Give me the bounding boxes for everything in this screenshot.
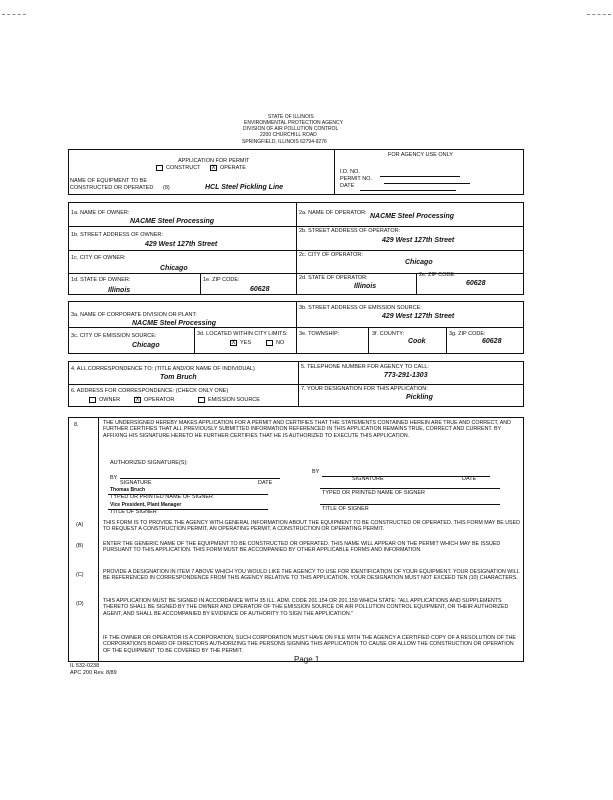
operator-city-label: 2c. CITY OF OPERATOR: bbox=[299, 252, 363, 258]
id-no-line bbox=[380, 176, 460, 177]
correspondence-address-label: 6. ADDRESS FOR CORRESPONDENCE: (CHECK ONLY ONE) bbox=[71, 388, 229, 394]
scan-mark-top-left bbox=[2, 14, 26, 15]
owner-state-value: Illinois bbox=[108, 287, 131, 294]
source-zip-value: 60628 bbox=[482, 338, 502, 345]
equipment-name-label-1: NAME OF EQUIPMENT TO BE bbox=[70, 178, 148, 184]
emission-divider-top bbox=[296, 301, 297, 327]
equipment-name-value: HCL Steel Pickling Line bbox=[205, 184, 284, 191]
by-label-2: BY bbox=[312, 469, 320, 475]
plant-name-value: NACME Steel Processing bbox=[132, 320, 217, 327]
equipment-note-ref: (8) bbox=[163, 185, 170, 191]
row-line-1 bbox=[68, 226, 524, 227]
designation-value: Pickling bbox=[406, 394, 433, 401]
source-zip-label: 3g. ZIP CODE: bbox=[449, 331, 486, 337]
authorized-signature-label: AUTHORIZED SIGNATURE(S): bbox=[110, 460, 188, 466]
operate-checkbox[interactable]: X bbox=[211, 165, 216, 171]
operator-zip-divider bbox=[416, 273, 417, 295]
owner-city-value: Chicago bbox=[160, 265, 188, 272]
designation-label: 7. YOUR DESIGNATION FOR THIS APPLICATION: bbox=[301, 386, 428, 392]
id-no-label: I.D. NO. bbox=[340, 169, 360, 175]
certification-number: 8. bbox=[74, 422, 79, 428]
application-for-permit-label: APPLICATION FOR PERMIT bbox=[178, 158, 250, 164]
owner-zip-value: 60628 bbox=[250, 286, 270, 293]
telephone-value: 773-291-1303 bbox=[384, 372, 428, 379]
operator-state-value: Illinois bbox=[354, 283, 377, 290]
address-emission-label: EMISSION SOURCE bbox=[208, 397, 260, 403]
owner-operator-divider bbox=[296, 202, 297, 295]
signature-caption-2: SIGNATURE bbox=[352, 476, 384, 482]
address-emission-checkbox[interactable] bbox=[198, 397, 205, 403]
note-d-text: THIS APPLICATION MUST BE SIGNED IN ACCORDANCE WITH 35 ILL. ADM. CODE 201.154 OR 201.159 WHICH STATE: "ALL APPLICATIONS AND SUPPLEMENTS THERETO SHALL BE SIGNED BY THE OWNER AND OPERATOR OF THE EMISSION SOURCE OR AIR POLLUTION CONTROL EQUIPMENT, OR THEIR AUTHORIZED AGENT, AND SHALL BE ACCOMPANIED BY EVIDENCE OF AUTHORITY TO SIGN THE APPLICATION." bbox=[103, 598, 509, 617]
owner-zip-divider bbox=[200, 273, 201, 295]
note-c-label: (C) bbox=[76, 572, 84, 578]
owner-name-value: NACME Steel Processing bbox=[130, 218, 215, 225]
owner-state-label: 1d. STATE OF OWNER: bbox=[71, 277, 131, 283]
emission-divider-zip bbox=[446, 327, 447, 354]
date-label: DATE bbox=[340, 183, 355, 189]
date-caption-1: DATE bbox=[258, 480, 273, 486]
equipment-name-label-2: CONSTRUCTED OR OPERATED bbox=[70, 185, 154, 191]
operator-city-value: Chicago bbox=[405, 259, 433, 266]
note-b-text: ENTER THE GENERIC NAME OF THE EQUIPMENT TO BE CONSTRUCTED OR OPERATED. THIS NAME WILL APPEAR ON THE PERMIT WHICH MAY BE ISSUED PURSUANT TO THIS APPLICATION. THIS FORM MUST BE ACCOMPANIED BY OTHER APPLICABLE FORMS AND INFORMATION. bbox=[103, 541, 501, 554]
permit-no-label: PERMIT NO. bbox=[340, 176, 372, 182]
scan-mark-top-right bbox=[587, 14, 611, 15]
operator-street-value: 429 West 127th Street bbox=[382, 237, 455, 244]
title-caption-1: TITLE OF SIGNER bbox=[110, 509, 157, 515]
correspondence-to-label: 4. ALL CORRESPONDENCE TO: (TITLE AND/OR NAME OF INDIVIDUAL) bbox=[71, 366, 255, 372]
address-owner-checkbox[interactable] bbox=[89, 397, 96, 403]
agency-use-divider bbox=[334, 149, 335, 195]
note-a-text: THIS FORM IS TO PROVIDE THE AGENCY WITH GENERAL INFORMATION ABOUT THE EQUIPMENT TO BE CONSTRUCTED OR OPERATED. THIS FORM MAY BE USED TO REQUEST A CONSTRUCTION PERMIT, AN OPERATING PERMIT, A CONSTRUCTION OR OPERATING PERMIT. bbox=[103, 520, 520, 533]
correspondence-row-line bbox=[68, 384, 524, 385]
form-revision: APC 200 Rev. 8/89 bbox=[70, 670, 117, 676]
signature-line-1 bbox=[120, 478, 280, 479]
typed-name-caption-1: TYPED OR PRINTED NAME OF SIGNER bbox=[110, 494, 213, 500]
owner-street-label: 1b. STREET ADDRESS OF OWNER: bbox=[71, 232, 163, 238]
date-caption-2: DATE bbox=[462, 476, 477, 482]
correspondence-to-value: Tom Bruch bbox=[160, 374, 197, 381]
signer-title-value: Vice President, Plant Manager bbox=[110, 502, 182, 508]
header-line-4: 2200 CHURCHILL ROAD bbox=[260, 132, 317, 138]
owner-street-value: 429 West 127th Street bbox=[145, 241, 218, 248]
header-line-3: DIVISION OF AIR POLLUTION CONTROL bbox=[243, 126, 339, 132]
form-number: IL 532-0238 bbox=[70, 663, 100, 669]
source-city-value: Chicago bbox=[132, 342, 160, 349]
address-operator-checkbox[interactable]: X bbox=[135, 397, 140, 403]
operator-street-label: 2b. STREET ADDRESS OF OPERATOR: bbox=[299, 228, 401, 234]
county-value: Cook bbox=[408, 338, 426, 345]
certification-statement: THE UNDERSIGNED HEREBY MAKES APPLICATION FOR A PERMIT AND CERTIFIES THAT THE STATEMENTS CONTAINED HEREIN ARE TRUE AND CORRECT, AND FURTHER CERTIFIES THAT ALL PREVIOUSLY SUBMITTED INFORMATION REFERENCED IN THIS APPLICATION REMAINS TRUE, CORRECT AND CURRENT. BY AFFIXING HIS SIGNATURE HERETO HE FURTHER CERTIFIES THAT HE IS AUTHORIZED TO EXECUTE THIS APPLICATION. bbox=[103, 420, 511, 439]
city-limits-yes-label: YES bbox=[240, 340, 252, 346]
header-line-2: ENVIRONMENTAL PROTECTION AGENCY bbox=[244, 120, 343, 126]
operator-zip-label: 2e. ZIP CODE: bbox=[419, 272, 456, 278]
note-a-label: (A) bbox=[76, 522, 84, 528]
date-line bbox=[360, 190, 456, 191]
title-line-2 bbox=[320, 504, 500, 505]
operator-state-label: 2d. STATE OF OPERATOR: bbox=[299, 275, 368, 281]
telephone-label: 5. TELEPHONE NUMBER FOR AGENCY TO CALL: bbox=[301, 364, 429, 370]
construct-checkbox[interactable] bbox=[156, 165, 163, 171]
emission-divider-county bbox=[368, 327, 369, 354]
signature-caption-1: SIGNATURE bbox=[120, 480, 152, 486]
header-line-5: SPRINGFIELD, ILLINOIS 62794-9276 bbox=[242, 139, 327, 145]
plant-name-label: 3a. NAME OF CORPORATE DIVISION OR PLANT: bbox=[71, 312, 197, 318]
construct-label: CONSTRUCT bbox=[166, 165, 201, 171]
city-limits-yes-checkbox[interactable]: X bbox=[231, 340, 236, 346]
source-street-label: 3b. STREET ADDRESS OF EMISSION SOURCE: bbox=[299, 305, 422, 311]
city-limits-no-checkbox[interactable] bbox=[266, 340, 273, 346]
note-corporation-text: IF THE OWNER OR OPERATOR IS A CORPORATION, SUCH CORPORATION MUST HAVE ON FILE WITH THE AGENCY A CERTIFIED COPY OF A RESOLUTION OF THE CORPORATION'S BOARD OF DIRECTORS AUTHORIZING THE PERSONS SIGNING THIS APPLICATION TO CAUSE OR ALLOW THE CONSTRUCTION OR OPERATION OF THE EQUIPMENT TO BE COVERED BY THE PERMIT. bbox=[103, 635, 516, 654]
county-label: 3f. COUNTY: bbox=[372, 331, 405, 337]
permit-no-line bbox=[384, 183, 470, 184]
address-operator-label: OPERATOR bbox=[144, 397, 175, 403]
title-caption-2: TITLE OF SIGNER bbox=[322, 506, 369, 512]
emission-divider-township bbox=[296, 327, 297, 354]
city-limits-label: 3d. LOCATED WITHIN CITY LIMITS: bbox=[197, 331, 288, 337]
note-d-label: (D) bbox=[76, 601, 84, 607]
city-limits-no-label: NO bbox=[276, 340, 285, 346]
header-line-1: STATE OF ILLINOIS bbox=[268, 114, 314, 120]
emission-divider-city bbox=[194, 327, 195, 354]
row-line-2 bbox=[68, 250, 524, 251]
operator-name-label: 2a. NAME OF OPERATOR: bbox=[299, 210, 367, 216]
township-label: 3e. TOWNSHIP: bbox=[299, 331, 340, 337]
owner-name-label: 1a. NAME OF OWNER: bbox=[71, 210, 130, 216]
signer-name-value: Thomas Bruch bbox=[110, 487, 146, 493]
note-b-label: (B) bbox=[76, 543, 84, 549]
page-number: Page 1 bbox=[294, 655, 320, 664]
typed-name-line-2 bbox=[320, 488, 500, 489]
owner-city-label: 1c. CITY OF OWNER: bbox=[71, 255, 126, 261]
operate-label: OPERATE bbox=[220, 165, 246, 171]
source-street-value: 429 West 127th Street bbox=[382, 313, 455, 320]
address-owner-label: OWNER bbox=[99, 397, 121, 403]
certification-box bbox=[68, 417, 524, 662]
by-label-1: BY bbox=[110, 475, 118, 481]
typed-name-caption-2: TYPED OR PRINTED NAME OF SIGNER bbox=[322, 490, 425, 496]
source-city-label: 3c. CITY OF EMISSION SOURCE: bbox=[71, 333, 157, 339]
owner-zip-label: 1e. ZIP CODE: bbox=[203, 277, 240, 283]
note-c-text: PROVIDE A DESIGNATION IN ITEM 7 ABOVE WHICH YOU WOULD LIKE THE AGENCY TO USE FOR IDENTIFICATION OF YOUR EQUIPMENT. YOUR DESIGNATION WILL BE REFERENCED IN CORRESPONDENCE FROM THIS AGENCY RELATIVE TO THIS APPLICATION. YOUR DESIGNATION MUST NOT EXCEED TEN (10) CHARACTERS. bbox=[103, 569, 520, 582]
operator-zip-value: 60628 bbox=[466, 280, 486, 287]
agency-use-label: FOR AGENCY USE ONLY bbox=[388, 152, 453, 158]
operator-name-value: NACME Steel Processing bbox=[370, 213, 455, 220]
notes-label-divider bbox=[98, 417, 99, 662]
